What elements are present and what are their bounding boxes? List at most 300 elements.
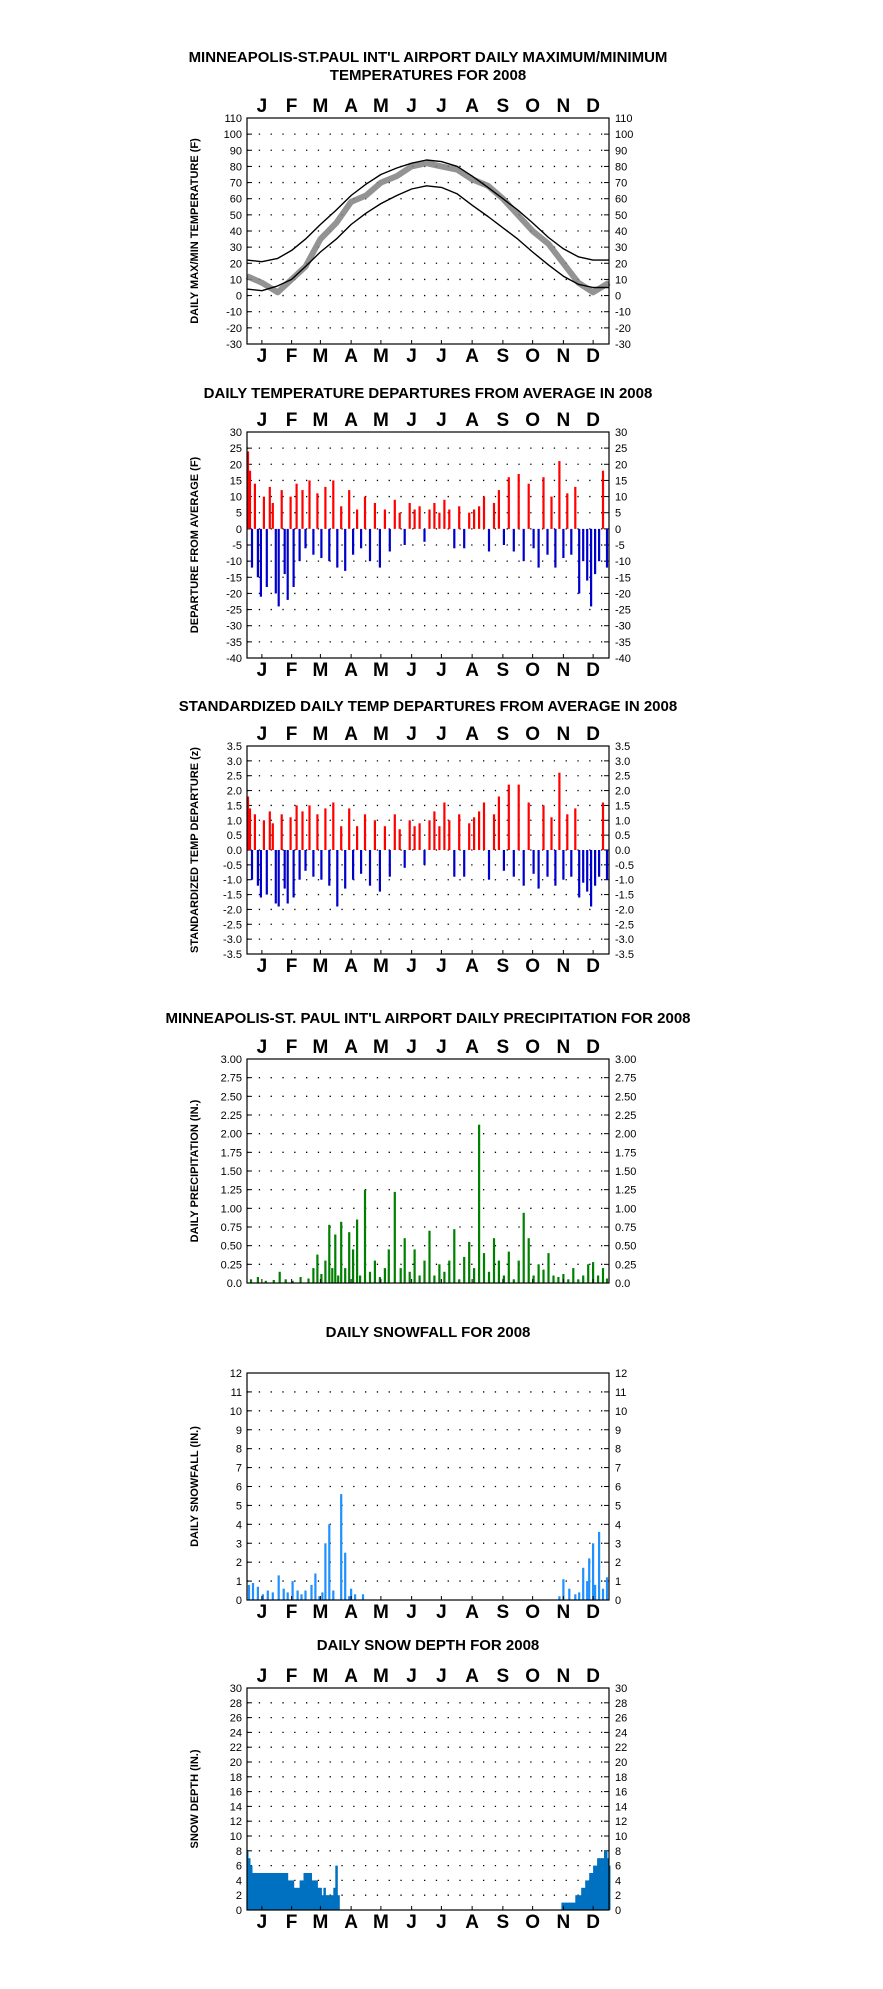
bar	[433, 1276, 435, 1284]
y-tick-label-right: 12	[615, 1368, 628, 1380]
depth-bar	[604, 1851, 608, 1910]
month-label-top: O	[525, 1666, 540, 1687]
bar	[281, 490, 283, 529]
month-label-top: A	[465, 96, 479, 117]
month-label-bottom: S	[496, 660, 510, 681]
y-tick-label-left: 6	[235, 1860, 242, 1873]
bar	[336, 850, 338, 907]
bar	[344, 529, 346, 571]
y-tick-label-left: -5	[232, 540, 242, 552]
bar	[369, 1272, 371, 1283]
month-label-top: M	[312, 410, 329, 431]
y-tick-label-right: 80	[615, 161, 628, 174]
y-tick-label-left: 0	[235, 1905, 242, 1917]
bar	[463, 1257, 465, 1283]
bar	[359, 1276, 361, 1284]
month-label-bottom: A	[344, 956, 358, 977]
month-label-top: M	[372, 96, 389, 117]
bar	[602, 471, 604, 529]
y-tick-label-left: 30	[229, 427, 242, 439]
month-label-bottom: J	[436, 660, 447, 681]
y-tick-label-left: 0.75	[220, 1222, 242, 1234]
bar	[558, 773, 560, 850]
month-label-bottom: J	[436, 1602, 447, 1623]
bar	[533, 529, 535, 548]
bar	[257, 850, 259, 886]
depth-bar	[593, 1866, 598, 1910]
depth-bar	[569, 1903, 576, 1910]
y-tick-label-right: 0.50	[615, 1240, 637, 1253]
depth-bar	[300, 1880, 305, 1910]
y-tick-label-right: -1.5	[615, 889, 634, 902]
bar	[284, 850, 286, 889]
bar	[257, 1277, 259, 1283]
depth-bar	[276, 1873, 283, 1910]
bar	[283, 1589, 285, 1600]
bar	[404, 529, 406, 545]
y-tick-label-left: 70	[229, 177, 242, 190]
bar	[304, 850, 306, 871]
month-label-top: N	[556, 1037, 571, 1058]
y-tick-label-right: 20	[615, 258, 628, 271]
bar	[409, 820, 411, 850]
month-label-top: A	[465, 724, 479, 745]
bar	[278, 850, 280, 907]
bar	[249, 808, 251, 850]
series-line-2	[247, 186, 609, 291]
bar	[260, 529, 262, 597]
month-label-top: M	[372, 410, 389, 431]
bar	[438, 513, 440, 529]
bar	[538, 1264, 540, 1283]
month-label-top: A	[344, 1037, 358, 1058]
bar	[266, 850, 268, 895]
bar	[550, 497, 552, 529]
y-tick-label-right: 110	[615, 113, 633, 125]
bar	[304, 529, 306, 548]
bar	[384, 826, 386, 850]
bar	[602, 1268, 604, 1283]
bar	[404, 850, 406, 868]
y-tick-label-left: -10	[226, 306, 242, 319]
bar	[414, 510, 416, 529]
y-tick-label-left: 90	[229, 145, 242, 158]
y-tick-label-right: -40	[615, 653, 631, 665]
y-tick-label-left: -30	[226, 339, 242, 351]
y-tick-label-right: 24	[615, 1727, 628, 1740]
y-tick-label-right: 100	[615, 129, 634, 142]
bar	[364, 497, 366, 529]
bar	[275, 529, 277, 594]
bar	[334, 1235, 336, 1284]
y-tick-label-right: 0.75	[615, 1222, 637, 1234]
bar	[384, 1268, 386, 1283]
y-tick-label-left: -10	[226, 556, 242, 569]
bar	[598, 850, 600, 877]
month-label-top: D	[586, 1666, 600, 1687]
y-tick-label-right: 8	[615, 1443, 622, 1456]
bar	[394, 1192, 396, 1283]
y-tick-label-right: 30	[615, 242, 628, 255]
y-tick-label-left: 110	[224, 113, 242, 125]
depth-bar	[288, 1880, 295, 1910]
y-tick-label-left: 2	[235, 1890, 242, 1903]
depth-bar	[252, 1873, 257, 1910]
y-tick-label-left: 10	[229, 1405, 242, 1418]
bar	[566, 493, 568, 529]
bar	[523, 850, 525, 886]
bar	[340, 826, 342, 850]
bar	[463, 529, 465, 548]
bar	[287, 529, 289, 600]
bar	[257, 529, 259, 577]
y-tick-label-right: 12	[615, 1816, 628, 1829]
y-tick-label-right: -35	[615, 636, 631, 649]
bar	[483, 1253, 485, 1283]
bar	[508, 785, 510, 850]
y-tick-label-left: 2.75	[220, 1072, 242, 1085]
bar	[254, 814, 256, 850]
chart-title: DAILY SNOW DEPTH FOR 2008	[316, 1637, 540, 1654]
month-label-top: N	[556, 1666, 571, 1687]
depth-bar	[585, 1880, 590, 1910]
bar	[340, 1494, 342, 1600]
month-label-bottom: A	[344, 1602, 358, 1623]
month-label-bottom: A	[465, 1912, 479, 1933]
bar	[428, 510, 430, 529]
y-tick-label-left: -30	[226, 620, 242, 633]
y-tick-label-left: -35	[226, 636, 242, 649]
bar	[312, 1268, 314, 1283]
y-tick-label-left: 0.0	[226, 1278, 242, 1290]
bar	[453, 1229, 455, 1283]
bar	[574, 1594, 576, 1600]
month-label-top: J	[256, 410, 268, 431]
bar	[570, 850, 572, 877]
y-tick-label-left: 40	[229, 226, 242, 238]
y-tick-label-left: 4	[235, 1875, 242, 1888]
bar	[369, 529, 371, 561]
bar	[301, 490, 303, 529]
bar	[300, 1277, 302, 1283]
y-tick-label-right: 2.25	[615, 1110, 637, 1122]
month-label-top: M	[372, 724, 389, 745]
month-label-top: D	[586, 1037, 600, 1058]
bar	[340, 506, 342, 529]
bar	[598, 529, 600, 561]
y-tick-label-left: 24	[229, 1727, 242, 1740]
bar	[554, 850, 556, 886]
y-tick-label-right: -30	[615, 620, 631, 633]
bar	[301, 811, 303, 850]
month-label-bottom: M	[312, 1912, 329, 1933]
y-tick-label-right: 3.5	[615, 741, 631, 753]
bar	[328, 1524, 330, 1600]
bar	[290, 817, 292, 850]
bar	[508, 477, 510, 529]
month-label-bottom: M	[372, 346, 389, 367]
bar	[547, 1253, 549, 1283]
bar	[448, 820, 450, 850]
bar	[523, 529, 525, 561]
bar	[312, 850, 314, 877]
y-tick-label-right: -15	[615, 572, 631, 585]
bar	[458, 814, 460, 850]
y-tick-label-left: 28	[229, 1697, 242, 1710]
bar	[348, 1232, 350, 1283]
y-tick-label-right: 1.0	[615, 815, 631, 828]
y-tick-label-left: 14	[229, 1801, 242, 1814]
depth-bar	[308, 1873, 313, 1910]
bar	[493, 503, 495, 529]
bar	[606, 850, 608, 880]
y-tick-label-left: 50	[229, 209, 242, 222]
y-tick-label-right: 1.75	[615, 1147, 637, 1160]
bar	[296, 484, 298, 529]
y-tick-label-right: 2.50	[615, 1091, 637, 1104]
y-tick-label-right: 60	[615, 193, 628, 206]
depth-bar	[304, 1873, 309, 1910]
bar	[528, 1238, 530, 1283]
bar	[414, 826, 416, 850]
bar	[251, 529, 253, 568]
bar	[594, 529, 596, 574]
y-tick-label-right: 28	[615, 1697, 628, 1710]
y-tick-label-right: 30	[615, 1683, 628, 1695]
y-tick-label-left: 2.0	[226, 785, 242, 798]
bar	[414, 1249, 416, 1283]
y-tick-label-right: 15	[615, 475, 628, 488]
bar	[582, 1568, 584, 1600]
bar	[423, 1261, 425, 1283]
bar	[400, 1268, 402, 1283]
y-tick-label-left: -20	[226, 588, 242, 601]
y-tick-label-right: 4	[615, 1519, 622, 1532]
month-label-bottom: J	[406, 346, 417, 367]
month-label-top: J	[436, 724, 447, 745]
bar	[348, 490, 350, 529]
y-tick-label-left: 3.0	[226, 755, 242, 768]
month-label-top: O	[525, 1037, 540, 1058]
bar	[483, 497, 485, 529]
bar	[249, 471, 251, 529]
month-label-bottom: J	[256, 1912, 268, 1933]
month-label-top: N	[556, 96, 571, 117]
bar	[592, 1543, 594, 1600]
month-label-top: A	[465, 410, 479, 431]
month-label-top: S	[496, 96, 510, 117]
month-label-top: A	[344, 1666, 358, 1687]
y-tick-label-left: 80	[229, 161, 242, 174]
y-tick-label-left: 26	[229, 1712, 242, 1725]
month-label-bottom: D	[586, 346, 600, 367]
bar	[488, 850, 490, 880]
bar	[332, 803, 334, 851]
month-label-top: N	[556, 724, 571, 745]
bar	[513, 850, 515, 877]
month-label-top: M	[312, 1666, 329, 1687]
bar	[572, 1268, 574, 1283]
bar	[284, 529, 286, 574]
y-tick-label-right: 2.5	[615, 770, 631, 783]
y-tick-label-left: 1.0	[226, 815, 242, 828]
bar	[562, 850, 564, 880]
y-tick-label-left: 12	[229, 1368, 242, 1380]
month-label-top: F	[285, 724, 298, 745]
month-label-bottom: F	[285, 956, 298, 977]
month-label-bottom: M	[312, 956, 329, 977]
y-tick-label-right: 40	[615, 226, 628, 238]
month-label-bottom: D	[586, 1912, 600, 1933]
y-tick-label-right: 0	[615, 523, 622, 536]
bar	[419, 823, 421, 850]
y-tick-label-left: 10	[229, 274, 242, 287]
y-tick-label-right: 0	[615, 290, 622, 303]
y-tick-label-left: 15	[229, 475, 242, 488]
y-tick-label-right: 0.0	[615, 845, 631, 857]
bar	[438, 826, 440, 850]
month-label-bottom: M	[372, 660, 389, 681]
month-label-bottom: D	[586, 1602, 600, 1623]
bar	[538, 850, 540, 889]
month-label-top: J	[256, 724, 268, 745]
y-tick-label-right: 20	[615, 1757, 628, 1769]
bar	[310, 1585, 312, 1600]
chart-depth	[189, 1637, 627, 1933]
bar	[443, 1272, 445, 1283]
month-label-bottom: F	[285, 660, 298, 681]
y-tick-label-left: 0	[235, 290, 242, 303]
y-tick-label-left: 0.50	[220, 1240, 242, 1253]
y-tick-label-left: -40	[226, 653, 242, 665]
y-tick-label-left: 3	[235, 1538, 242, 1551]
bar	[278, 1575, 280, 1600]
month-label-top: J	[406, 724, 417, 745]
bar	[399, 829, 401, 850]
chart-title: DAILY SNOWFALL FOR 2008	[325, 1324, 531, 1341]
bar	[558, 461, 560, 529]
bar	[389, 529, 391, 552]
y-tick-label-left: 8	[235, 1443, 242, 1456]
bar	[578, 1592, 580, 1600]
month-label-top: M	[312, 724, 329, 745]
bar	[266, 529, 268, 587]
y-tick-label-right: 18	[615, 1771, 628, 1784]
bar	[574, 487, 576, 529]
y-tick-label-right: -20	[615, 588, 631, 601]
y-tick-label-right: -5	[615, 540, 625, 552]
bar	[331, 1268, 333, 1283]
y-tick-label-right: 0.0	[615, 1278, 631, 1290]
month-label-top: O	[525, 410, 540, 431]
bar	[272, 1592, 274, 1600]
month-label-bottom: N	[556, 1602, 571, 1623]
bar	[453, 850, 455, 877]
y-tick-label-left: 11	[230, 1386, 242, 1399]
y-tick-label-left: 5	[235, 1500, 242, 1513]
bar	[587, 1264, 589, 1283]
month-label-top: O	[525, 96, 540, 117]
month-label-top: N	[556, 410, 571, 431]
y-tick-label-left: -20	[226, 322, 242, 335]
y-tick-label-right: 8	[615, 1845, 622, 1858]
bar	[443, 500, 445, 529]
y-tick-label-right: 11	[615, 1386, 627, 1399]
bar	[483, 803, 485, 851]
month-label-bottom: M	[372, 1602, 389, 1623]
y-axis-label: DEPARTURE FROM AVERAGE (F)	[189, 456, 201, 634]
month-label-top: S	[496, 1037, 510, 1058]
y-tick-label-left: 60	[229, 193, 242, 206]
chart-title: STANDARDIZED DAILY TEMP DEPARTURES FROM AVERAGE IN 2008	[178, 698, 678, 715]
bar	[337, 1276, 339, 1284]
month-label-bottom: M	[372, 956, 389, 977]
y-tick-label-left: -15	[226, 572, 242, 585]
bar	[423, 850, 425, 865]
bar	[586, 529, 588, 581]
y-tick-label-right: -2.5	[615, 919, 634, 932]
y-tick-label-left: 0.0	[226, 845, 242, 857]
bar	[299, 529, 301, 561]
bar	[542, 805, 544, 850]
bar	[287, 1592, 289, 1600]
y-tick-label-left: 1.00	[220, 1203, 242, 1216]
bar	[307, 1279, 309, 1284]
y-axis-label: DAILY MAX/MIN TEMPERATURE (F)	[189, 138, 201, 324]
y-tick-label-right: 2.00	[615, 1128, 637, 1141]
month-label-bottom: S	[496, 1602, 510, 1623]
bar	[473, 1268, 475, 1283]
bar	[606, 1279, 608, 1284]
chart-std	[179, 698, 677, 977]
y-tick-label-left: 1.75	[220, 1147, 242, 1160]
y-tick-label-left: 22	[229, 1742, 242, 1755]
bar	[332, 480, 334, 528]
month-label-top: M	[372, 1037, 389, 1058]
month-label-top: M	[312, 96, 329, 117]
y-tick-label-right: 9	[615, 1424, 622, 1437]
y-tick-label-left: 30	[229, 1683, 242, 1695]
bar	[503, 529, 505, 545]
bar	[582, 1276, 584, 1284]
bar	[513, 529, 515, 552]
bar	[324, 1543, 326, 1600]
depth-bar	[597, 1858, 602, 1910]
y-tick-label-right: 1.25	[615, 1184, 637, 1197]
month-label-top: S	[496, 724, 510, 745]
depth-bar	[575, 1895, 582, 1910]
month-label-bottom: J	[256, 1602, 268, 1623]
month-label-top: F	[285, 1666, 298, 1687]
bar	[344, 1268, 346, 1283]
bar	[594, 1585, 596, 1600]
bar	[419, 506, 421, 529]
bar	[299, 850, 301, 880]
month-label-top: O	[525, 724, 540, 745]
month-label-bottom: N	[556, 660, 571, 681]
bar	[546, 850, 548, 877]
bar	[374, 820, 376, 850]
y-tick-label-left: 4	[235, 1519, 242, 1532]
bar	[538, 529, 540, 568]
y-tick-label-right: 0.25	[615, 1259, 637, 1272]
y-tick-label-right: 90	[615, 145, 628, 158]
bar	[278, 529, 280, 607]
bar	[493, 814, 495, 850]
bar	[419, 1276, 421, 1284]
bar	[488, 1272, 490, 1283]
month-label-bottom: S	[496, 956, 510, 977]
